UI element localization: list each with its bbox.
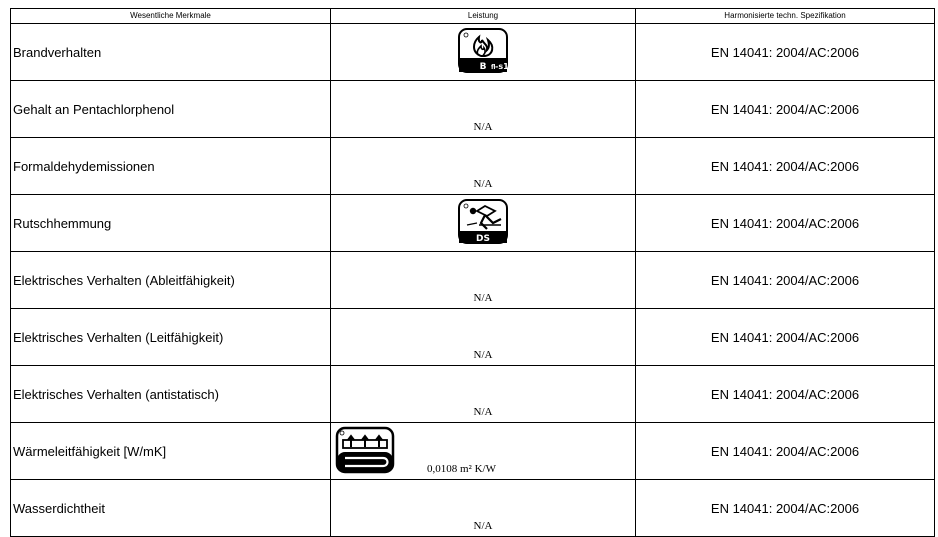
table-row [11, 81, 935, 138]
svg-text:DS: DS [476, 234, 490, 244]
performance-value: N/A [473, 406, 493, 418]
performance-cell [331, 252, 636, 309]
spec-cell: EN 14041: 2004/AC:2006 [636, 81, 935, 138]
svg-text:-s1: -s1 [495, 62, 509, 71]
performance-cell [331, 423, 636, 480]
table-row [11, 252, 935, 309]
performance-cell [331, 309, 636, 366]
table-row [11, 309, 935, 366]
feature-cell: Wärmeleitfähigkeit [W/mK] [11, 423, 331, 480]
spec-cell: EN 14041: 2004/AC:2006 [636, 366, 935, 423]
performance-value: N/A [473, 121, 493, 133]
feature-cell: Rutschhemmung [11, 195, 331, 252]
performance-cell [331, 138, 636, 195]
spec-cell: EN 14041: 2004/AC:2006 [636, 309, 935, 366]
performance-cell [331, 81, 636, 138]
spec-cell: EN 14041: 2004/AC:2006 [636, 138, 935, 195]
header-spec: Harmonisierte techn. Spezifikation [636, 9, 935, 24]
spec-cell: EN 14041: 2004/AC:2006 [636, 423, 935, 480]
thermal-conductivity-icon [335, 426, 395, 474]
performance-value: N/A [473, 178, 493, 190]
feature-cell: Elektrisches Verhalten (Ableitfähigkeit) [11, 252, 331, 309]
header-features: Wesentliche Merkmale [11, 9, 331, 24]
spec-cell: EN 14041: 2004/AC:2006 [636, 195, 935, 252]
table-row [11, 138, 935, 195]
feature-cell: Elektrisches Verhalten (Leitfähigkeit) [11, 309, 331, 366]
spec-cell: EN 14041: 2004/AC:2006 [636, 252, 935, 309]
svg-text:fl: fl [491, 64, 496, 71]
svg-text:B: B [479, 62, 487, 72]
table-row [11, 24, 935, 81]
spec-cell: EN 14041: 2004/AC:2006 [636, 480, 935, 537]
feature-cell: Gehalt an Pentachlorphenol [11, 81, 331, 138]
slip-resistance-icon [457, 199, 509, 245]
fire-class-icon [457, 28, 509, 74]
table-row [11, 366, 935, 423]
performance-table [10, 8, 935, 537]
table-row [11, 195, 935, 252]
table-row [11, 423, 935, 480]
performance-cell [331, 366, 636, 423]
feature-cell: Formaldehydemissionen [11, 138, 331, 195]
performance-value: N/A [473, 292, 493, 304]
table-header-row [11, 9, 935, 24]
performance-value: N/A [473, 520, 493, 532]
performance-cell [331, 195, 636, 252]
feature-cell: Brandverhalten [11, 24, 331, 81]
feature-cell: Elektrisches Verhalten (antistatisch) [11, 366, 331, 423]
performance-cell [331, 24, 636, 81]
spec-cell: EN 14041: 2004/AC:2006 [636, 24, 935, 81]
performance-value: 0,0108 m² K/W [427, 463, 496, 475]
performance-value: N/A [473, 349, 493, 361]
feature-cell: Wasserdichtheit [11, 480, 331, 537]
header-performance: Leistung [331, 9, 636, 24]
